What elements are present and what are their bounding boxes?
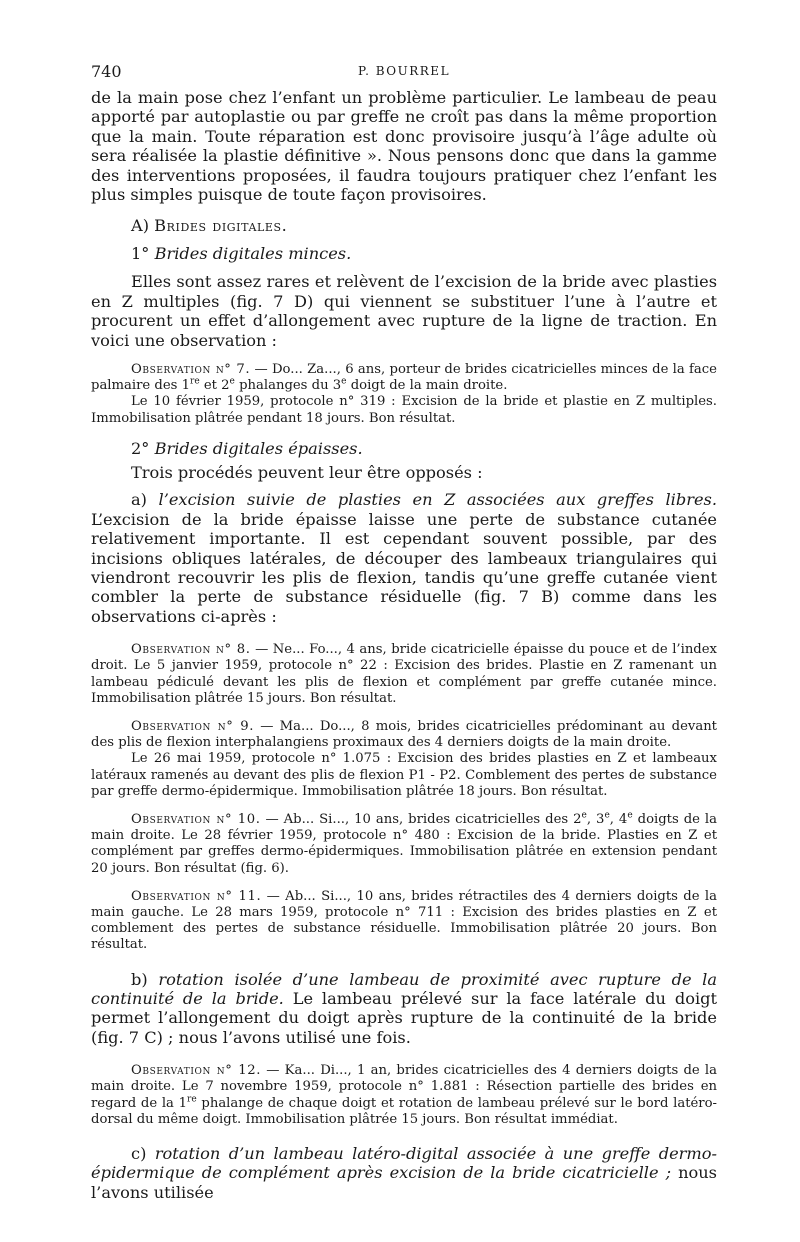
intro-paragraph: de la main pose chez l’enfant un problème particulier. Le lambeau de peau apporté par autoplastie ou par greffe ne croît pas dans la même proportion que la main. Toute réparation est donc provisoire jusqu’à l’âge adulte où sera réalisée la plastie définitive ». Nous pensons donc que dans la gamme des interventions proposées, il faudra toujours pratiquer chez l’enfant les plus simples puisque de toute façon provisoires. [91, 88, 717, 205]
superscript: e [581, 810, 587, 821]
superscript: e [604, 810, 610, 821]
subsection-1-title: Brides digitales minces. [154, 244, 352, 264]
observation-9-text: — Ma... Do..., 8 mois, brides cicatricielles prédominant au devant des plis de flexion interphalangiens proximaux des 4 derniers doigts de la main droite. [91, 718, 717, 751]
observation-11 [91, 889, 717, 954]
procedure-c-title: rotation d’un lambeau latéro-digital associée à une greffe dermo-épidermique de complément après excision de la bride cicatricielle ; [91, 1144, 717, 1183]
observation-12-text: phalange de chaque doigt et rotation de lambeau prélevé sur le bord latéro-dorsal du même doigt. Immobilisation plâtrée 15 jours. Bon résultat immédiat. [91, 1095, 717, 1127]
procedure-b-title: rotation isolée d’une lambeau de proximité avec rupture de la continuité de la bride. [91, 969, 717, 1008]
observation-11-label: Observation n° 11. [131, 888, 262, 904]
observation-10-text: , 4 [609, 811, 628, 827]
superscript: e [627, 810, 633, 821]
observation-7 [91, 362, 717, 394]
observation-7-text: — Do... Za..., 6 ans, porteur de brides cicatricielles minces de la face palmaire des 1 [91, 362, 717, 394]
observation-10-text: — Ab... Si..., 10 ans, brides cicatricielles des 2 [265, 811, 582, 827]
procedure-b-label: b) [131, 969, 148, 989]
page-header [91, 62, 717, 88]
page-number: 740 [91, 62, 122, 81]
observation-10-text: , 3 [586, 811, 605, 827]
subsection-2-title: Brides digitales épaisses. [154, 438, 363, 458]
subsection-2-label: 2° [131, 438, 150, 458]
observation-7-text: phalanges du 3 [234, 378, 342, 394]
procedure-a-title: l’excision suivie de plasties en Z associées aux greffes libres. [158, 490, 717, 510]
observation-7-text: doigt de la main droite. [346, 378, 508, 394]
section-a-label: A) [131, 216, 150, 236]
observation-12-label: Observation n° 12. [131, 1063, 262, 1079]
section-a-heading [91, 216, 717, 236]
superscript: re [190, 376, 200, 387]
observation-9 [91, 719, 717, 751]
observation-8-text: — Ne... Fo..., 4 ans, bride cicatricielle épaisse du pouce et de l’index droit. Le 5 janvier 1959, protocole n° 22 : Excision des brides. Plastie en Z ramenant un lambeau pédiculé devant les plis de flexion et complément par greffe cutanée mince. Immobilisation plâtrée 15 jours. Bon résultat. [91, 642, 717, 706]
superscript: e [229, 376, 235, 387]
subsection-1-heading [91, 244, 717, 264]
section-a-title: Brides digitales. [154, 216, 288, 236]
observation-8-label: Observation n° 8. [131, 642, 251, 658]
superscript: re [187, 1094, 197, 1105]
procedure-b-text: Le lambeau prélevé sur la face latérale du doigt permet l’allongement du doigt après rupture de la continuité de la bride (fig. 7 C) ; nous l’avons utilisé une fois. [91, 988, 717, 1047]
paragraph-three-procedures: Trois procédés peuvent leur être opposés : [131, 462, 483, 482]
procedure-a [91, 490, 717, 626]
procedure-b [91, 970, 717, 1048]
observation-7-label: Observation n° 7. [131, 362, 251, 378]
observation-10 [91, 812, 717, 877]
observation-10-label: Observation n° 10. [131, 811, 261, 827]
procedure-c-label: c) [131, 1144, 147, 1164]
observation-10-text: doigts de la main droite. Le 28 février 1959, protocole n° 480 : Excision de la bride. Plasties en Z et complément par greffes dermo-épidermiques. Immobilisation plâtrée en extension pendant 20 jours. Bon résultat (fig. 6). [91, 811, 717, 876]
subsection-1-label: 1° [131, 244, 150, 264]
observation-9-protocol: Le 26 mai 1959, protocole n° 1.075 : Excision des brides plasties en Z et lambeaux latéraux ramenés au devant des plis de flexion P1 - P2. Comblement des pertes de substance par greffe dermo-épidermique. Immobilisation plâtrée 18 jours. Bon résultat. [91, 751, 717, 799]
procedure-c-text: nous l’avons utilisée [91, 1163, 717, 1202]
observation-11-text: — Ab... Si..., 10 ans, brides rétractiles des 4 derniers doigts de la main gauche. Le 28 mars 1959, protocole n° 711 : Excision des brides plasties en Z et comblement des pertes de substance résiduelle. Immobilisation plâtrée 20 jours. Bon résultat. [91, 888, 717, 953]
paragraph-thin-bands: Elles sont assez rares et relèvent de l’excision de la bride avec plasties en Z multiples (fig. 7 D) qui viennent se substituer l’une à l’autre et procurent un effet d’allongement avec rupture de la ligne de traction. En voici une observation : [91, 272, 717, 350]
observation-7-protocol: Le 10 février 1959, protocole n° 319 : Excision de la bride et plastie en Z multiples. Immobilisation plâtrée pendant 18 jours. Bon résultat. [91, 394, 717, 426]
observation-12 [91, 1063, 717, 1128]
document-page [91, 62, 717, 1202]
observation-9-label: Observation n° 9. [131, 718, 255, 734]
subsection-2-heading [91, 439, 717, 459]
observation-7-text: et 2 [199, 378, 230, 394]
procedure-a-text: L’excision de la bride épaisse laisse une perte de substance cutanée relativement importante. Il est cependant souvent possible, par des incisions obliques latérales, de découper des lambeaux triangulaires qui viendront recouvrir les plis de flexion, tandis qu’une greffe cutanée vient combler la perte de substance résiduelle (fig. 7 B) comme dans les observations ci-après : [91, 509, 717, 626]
procedure-c [91, 1144, 717, 1202]
superscript: e [341, 376, 347, 387]
observation-12-text: — Ka... Di..., 1 an, brides cicatricielles des 4 derniers doigts de la main droite. Le 7 novembre 1959, protocole n° 1.881 : Résection partielle des brides en regard de la 1 [91, 1063, 717, 1111]
procedure-a-label: a) [131, 490, 147, 510]
observation-8 [91, 642, 717, 707]
running-head: P. BOURREL [357, 64, 451, 78]
